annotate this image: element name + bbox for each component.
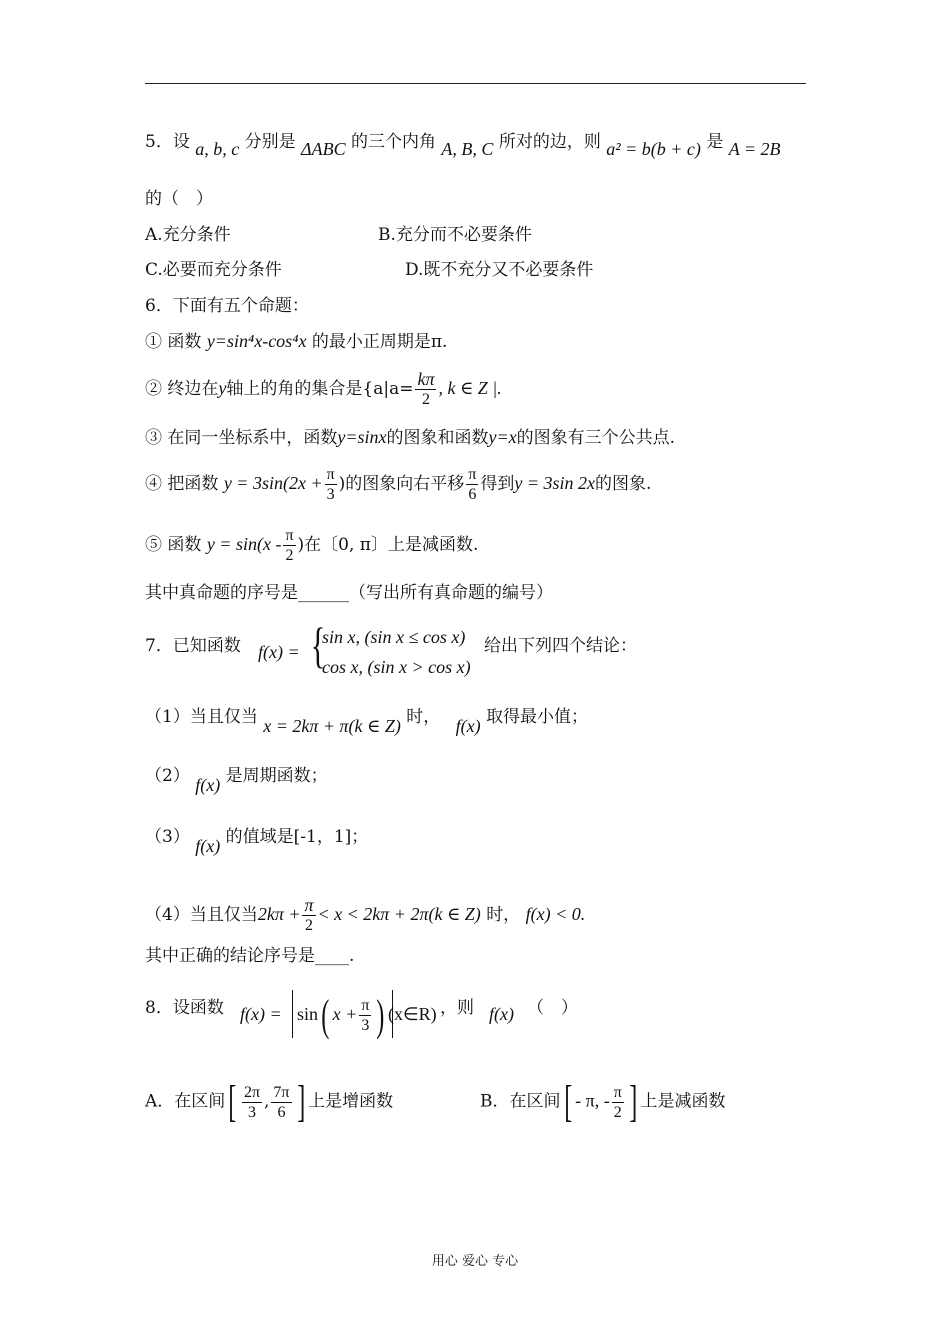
q6-p5-fraction: $\frac{\pi}{2}$ bbox=[285, 527, 294, 564]
q6-p4-fraction1: $\frac{\pi}{3}$ bbox=[326, 466, 335, 503]
q7-c2-f: f(x) bbox=[195, 775, 221, 795]
q6-p2-y: y bbox=[218, 378, 227, 398]
q7-conclusion2 bbox=[145, 764, 328, 795]
q6-p2-tail: , k ∈ Z |. bbox=[438, 378, 502, 398]
q5-text2: 的三个内角 bbox=[351, 132, 437, 152]
q6-p3-tail: 的图象有三个公共点. bbox=[516, 428, 676, 448]
q5-text3: 所对的边，则 bbox=[498, 132, 601, 152]
q8-option-b: B．在区间[ - π, - $\frac{\pi}{2}$ ] 上是减函数 bbox=[480, 1077, 726, 1126]
q8-b-text: 上是减函数 bbox=[640, 1091, 726, 1112]
q7-c3-label: （3） bbox=[145, 827, 190, 847]
q5-option-d: D.既不充分又不必要条件 bbox=[405, 260, 594, 280]
q6-prop5 bbox=[145, 526, 478, 565]
q7-c4-f1: 2kπ + bbox=[257, 904, 301, 924]
q6-p4-label: ④ 把函数 bbox=[145, 474, 219, 494]
q8-a-text: 上是增函数 bbox=[308, 1091, 394, 1112]
q8-label: 8．设函数 bbox=[145, 998, 224, 1018]
q7-c4-f2: < x < 2kπ + 2π(k ∈ Z) bbox=[317, 904, 481, 924]
q8-abs: sin( x + $\frac{\pi}{3}$ ) bbox=[292, 990, 393, 1038]
q6-p3-f1: y=sinx bbox=[337, 427, 387, 447]
q8-x: x + bbox=[332, 1004, 358, 1024]
q8-domain: (x∈R) bbox=[388, 1004, 437, 1024]
q7-c3-text: 的值域是[-1，1]； bbox=[225, 827, 369, 847]
q7-case1: sin x, (sin x ≤ cos x) bbox=[322, 627, 466, 647]
page-footer: 用心 爱心 专心 bbox=[431, 1254, 519, 1269]
q8-sin: sin bbox=[297, 1004, 319, 1024]
q8-b-label: B．在区间 bbox=[480, 1091, 561, 1112]
q5-line1 bbox=[145, 130, 781, 159]
q8-fraction: $\frac{\pi}{3}$ bbox=[361, 997, 370, 1035]
q5-text4: 是 bbox=[706, 132, 724, 152]
q6-p5-tail: )在〔0, π〕上是减函数. bbox=[297, 535, 479, 555]
q6-prop2 bbox=[145, 370, 502, 409]
q5-number: 5．设 bbox=[145, 132, 190, 152]
q6-p5-label: ⑤ 函数 bbox=[145, 535, 202, 555]
q7-brace: { bbox=[310, 617, 326, 673]
q7-c1-tail: 取得最小值； bbox=[486, 707, 589, 727]
header-rule bbox=[145, 83, 806, 84]
q5-text1: 分别是 bbox=[244, 132, 296, 152]
q6-prop4 bbox=[145, 465, 651, 504]
q6-p4-text: )的图象向右平移 bbox=[338, 474, 465, 494]
q7-conclusion1 bbox=[145, 705, 589, 736]
q5-sides: a, b, c bbox=[195, 139, 240, 159]
q6-p3-text: 的图象和函数 bbox=[386, 428, 489, 448]
q8-option-a: A．在区间[ $\frac{2\pi}{3}$ , $\frac{7\pi}{6}$ ] 上是增函数 bbox=[145, 1077, 394, 1126]
q6-prop3 bbox=[145, 426, 675, 449]
q7-c1-f: f(x) bbox=[455, 716, 481, 736]
q6-p3-label: ③ 在同一坐标系中，函数 bbox=[145, 428, 338, 448]
q8-paren: （ ） bbox=[527, 998, 578, 1018]
q7-c4-text: 时， bbox=[486, 905, 521, 925]
q6-p4-tail: 的图象. bbox=[595, 474, 652, 494]
q7-label: 7．已知函数 bbox=[145, 636, 241, 656]
q6-p1-text: 的最小正周期是π. bbox=[311, 332, 448, 352]
q8-fx2: f(x) bbox=[489, 1004, 514, 1024]
q5-option-c: C.必要而充分条件 bbox=[145, 260, 282, 280]
q7-ask: 其中正确的结论序号是____. bbox=[145, 946, 355, 966]
q6-p5-func: y = sin(x - bbox=[206, 534, 282, 554]
q8-fx: f(x) = bbox=[240, 1004, 282, 1024]
q8-header bbox=[145, 997, 224, 1019]
q7-c1-text: 时， bbox=[406, 707, 441, 727]
q7-c2-label: （2） bbox=[145, 766, 190, 786]
q7-conclusion3 bbox=[145, 825, 369, 856]
q7-case2: cos x, (sin x > cos x) bbox=[322, 657, 471, 677]
q5-option-b: B.充分而不必要条件 bbox=[378, 225, 532, 245]
q5-condition: a² = b(b + c) bbox=[606, 139, 701, 159]
q6-prop1 bbox=[145, 330, 447, 353]
q6-p1-formula: y=sin⁴x-cos⁴x bbox=[206, 331, 307, 351]
q5-angles: A, B, C bbox=[441, 139, 494, 159]
q6-p2-fraction: $\frac{k\pi}{2}$ bbox=[417, 369, 435, 408]
q7-header bbox=[145, 635, 241, 657]
q6-p2-text: 轴上的角的集合是{a|a= bbox=[226, 379, 414, 399]
q7-fx: f(x) = bbox=[258, 642, 300, 662]
q6-p4-func: y = 3sin(2x + bbox=[223, 473, 323, 493]
q8-b-frac: $\frac{\pi}{2}$ bbox=[613, 1083, 622, 1121]
q7-c4-tail: f(x) < 0. bbox=[525, 904, 586, 924]
q6-p4-result: y = 3sin 2x bbox=[514, 473, 596, 493]
q7-c2-text: 是周期函数； bbox=[225, 766, 328, 786]
q7-c1-formula: x = 2kπ + π(k ∈ Z) bbox=[263, 716, 401, 736]
q7-text: 给出下列四个结论： bbox=[484, 636, 637, 656]
q8-a-label: A．在区间 bbox=[145, 1091, 226, 1112]
q8-a-frac2: $\frac{7\pi}{6}$ bbox=[273, 1083, 290, 1121]
q8-b-interval: - π, - bbox=[575, 1090, 610, 1111]
q6-p1-label: ① 函数 bbox=[145, 332, 202, 352]
q6-ask: 其中真命题的序号是______（写出所有真命题的编号） bbox=[145, 583, 553, 603]
q6-p4-text2: 得到 bbox=[480, 474, 515, 494]
q7-c3-f: f(x) bbox=[195, 836, 221, 856]
q8-a-frac1: $\frac{2\pi}{3}$ bbox=[243, 1083, 261, 1121]
q6-p3-f2: y=x bbox=[488, 427, 517, 447]
q7-c1-label: （1）当且仅当 bbox=[145, 707, 258, 727]
q5-conclusion: A = 2B bbox=[728, 139, 781, 159]
q5-option-a: A.充分条件 bbox=[145, 225, 231, 245]
q7-conclusion4 bbox=[145, 896, 585, 935]
q5-line2: 的（ ） bbox=[145, 189, 213, 209]
q6-p4-fraction2: $\frac{\pi}{6}$ bbox=[468, 466, 477, 503]
q6-title: 6．下面有五个命题： bbox=[145, 296, 309, 316]
q6-p2-label: ② 终边在 bbox=[145, 379, 219, 399]
q5-triangle: ΔABC bbox=[301, 139, 346, 159]
q7-c4-fraction: $\frac{\pi}{2}$ bbox=[304, 895, 314, 934]
q7-c4-label: （4）当且仅当 bbox=[145, 905, 258, 925]
q8-text: ，则 bbox=[440, 998, 474, 1018]
